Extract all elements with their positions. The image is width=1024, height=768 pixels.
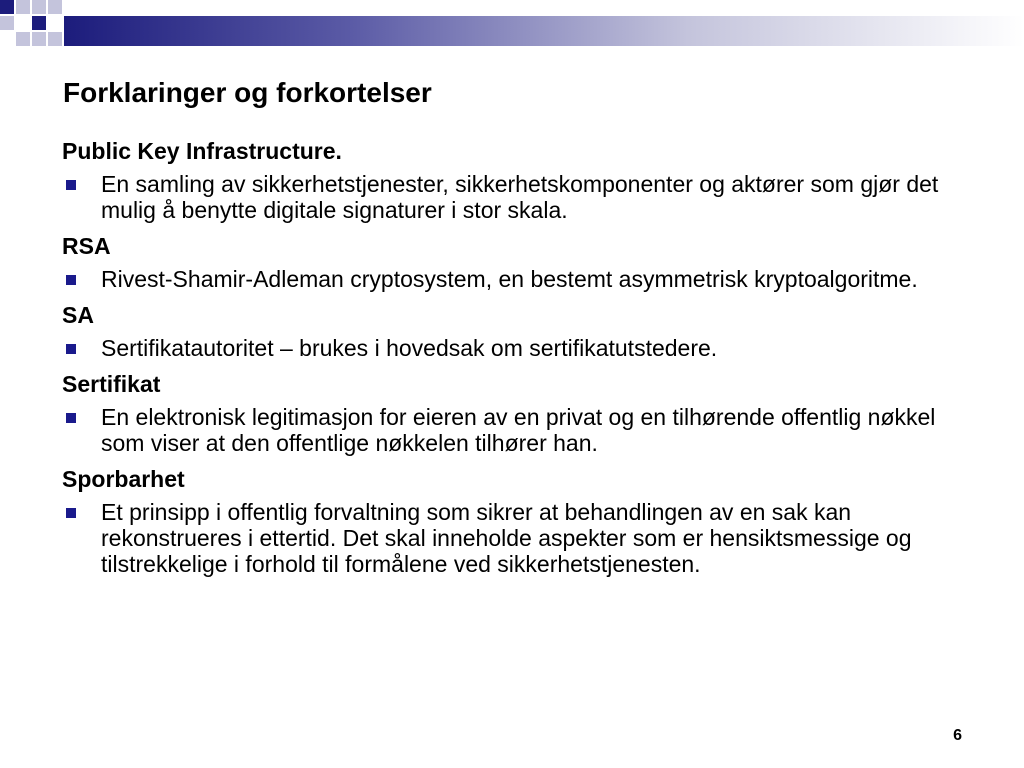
term-heading: SA (62, 302, 94, 328)
term-heading: Sporbarhet (62, 466, 185, 492)
square-bullet-icon (66, 413, 76, 423)
term-description (62, 171, 962, 223)
deco-square (16, 16, 30, 30)
slide-title: Forklaringer og forkortelser (63, 77, 432, 108)
square-bullet-icon (66, 275, 76, 285)
deco-square (48, 0, 62, 14)
glossary-entry (62, 138, 962, 223)
term-heading: RSA (62, 233, 111, 259)
term-description (62, 335, 962, 361)
glossary-entry (62, 466, 962, 577)
glossary-list (62, 138, 962, 587)
description-text: En samling av sikkerhetstjenester, sikkerhetskomponenter og aktører som gjør det mulig å benytte digitale signaturer i stor skala. (101, 171, 939, 223)
deco-square (32, 0, 46, 14)
square-bullet-icon (66, 344, 76, 354)
glossary-entry (62, 371, 962, 456)
glossary-entry (62, 233, 962, 292)
deco-square (32, 32, 46, 46)
deco-square (0, 16, 14, 30)
square-bullet-icon (66, 508, 76, 518)
term-heading: Public Key Infrastructure. (62, 138, 342, 164)
deco-square (16, 32, 30, 46)
deco-square (32, 16, 46, 30)
term-description (62, 266, 962, 292)
header-gradient-bar (64, 16, 1024, 46)
square-bullet-icon (66, 180, 76, 190)
page-number: 6 (953, 727, 962, 744)
description-text: Et prinsipp i offentlig forvaltning som sikrer at behandlingen av en sak kan rekonstrueres i ettertid. Det skal inneholde aspekter som er hensiktsmessige og tilstrekkelige i forhold til formålene ved sikkerhetstjenesten. (101, 499, 912, 577)
deco-square (16, 0, 30, 14)
description-text: Rivest-Shamir-Adleman cryptosystem, en bestemt asymmetrisk kryptoalgoritme. (101, 266, 918, 292)
description-text: En elektronisk legitimasjon for eieren av en privat og en tilhørende offentlig nøkkel som viser at den offentlige nøkkelen tilhører han. (101, 404, 936, 456)
deco-square (48, 32, 62, 46)
glossary-entry (62, 302, 962, 361)
description-text: Sertifikatautoritet – brukes i hovedsak om sertifikatutstedere. (101, 335, 718, 361)
deco-square (0, 0, 14, 14)
term-heading: Sertifikat (62, 371, 161, 397)
term-description (62, 499, 962, 577)
term-description (62, 404, 962, 456)
